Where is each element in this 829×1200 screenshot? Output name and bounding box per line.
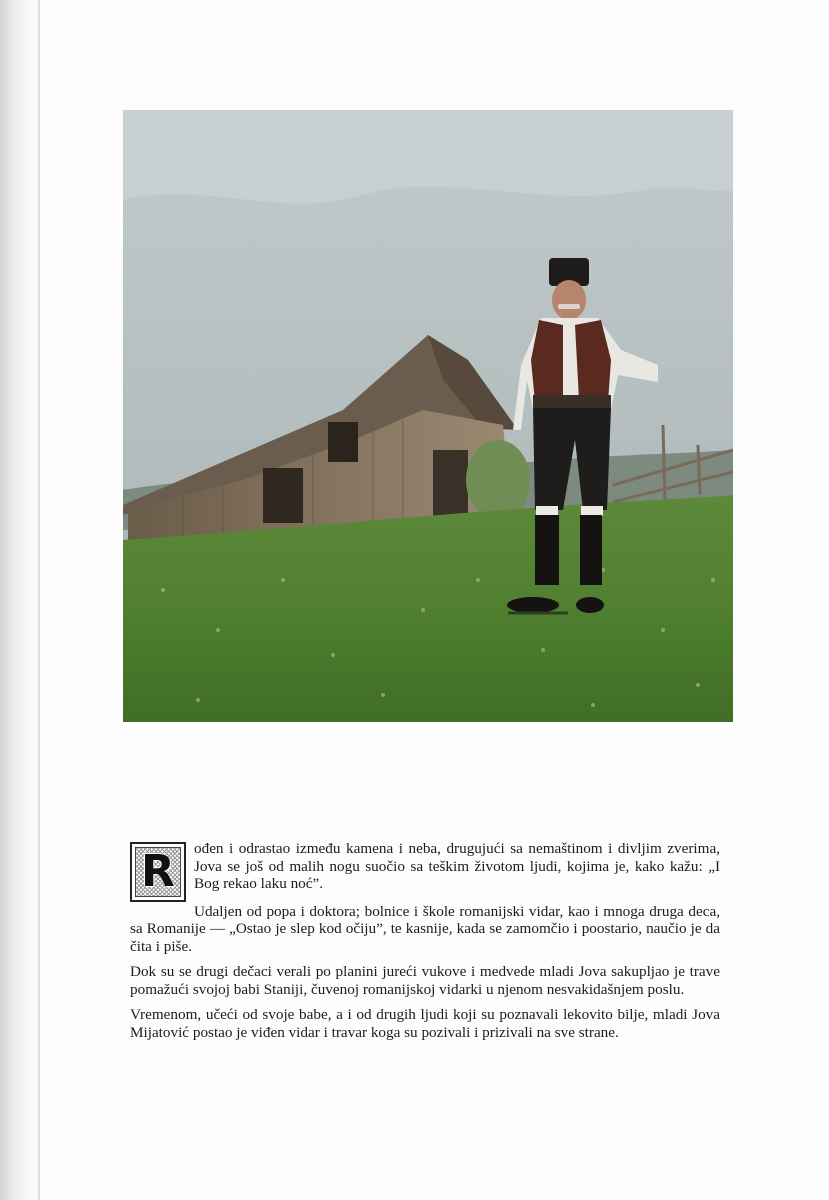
photograph [123, 110, 733, 722]
barn-side-door [433, 450, 468, 518]
paragraph-2: Udaljen od popa i doktora; bolnice i škole romanijski vidar, kao i mnoga druga deca, sa Romanije — „Ostao je slep kod očiju”, te kasnije, kada se zamomčio i poostario, naučio je da čita i piše. [130, 902, 720, 955]
barn-upper-window [328, 422, 358, 462]
sash [533, 395, 611, 409]
right-sock [581, 506, 603, 516]
article-text [130, 840, 720, 1049]
face [552, 280, 586, 320]
bush [466, 440, 530, 520]
photo-illustration [123, 110, 733, 722]
paragraph-1 [130, 840, 720, 897]
paragraph-3: Dok su se drugi dečaci verali po planini jureći vukove i medvede mladi Jova sakupljao je trave pomažući svojoj babi Staniji, čuvenoj romanijskoj vidarki u njenom nesvakidašnjem poslu. [130, 963, 720, 998]
barn-door [263, 468, 303, 523]
moustache [558, 304, 580, 309]
right-boot [580, 515, 602, 585]
decorative-initial-pattern [135, 847, 181, 897]
left-shoe [507, 597, 559, 613]
paragraph-4: Vremenom, učeći od svoje babe, a i od drugih ljudi koji su poznavali lekovito bilje, mladi Jova Mijatović postao je viđen vidar i travar koga su pozivali i prizivali na sve strane. [130, 1006, 720, 1041]
book-spine-shadow [0, 0, 40, 1200]
decorative-initial [130, 842, 186, 902]
dropcap-letter: R [141, 846, 175, 897]
paragraph-1-text: ođen i odrastao između kamena i neba, drugujući sa nemaštinom i divljim zverima, Jova se još od malih nogu suočio sa teškim životom ljudi, kojima je, kako kažu: „I Bog rekao laku noć”. [194, 840, 720, 892]
right-shoe [576, 597, 604, 613]
left-sock [536, 506, 558, 516]
left-boot [535, 515, 559, 585]
